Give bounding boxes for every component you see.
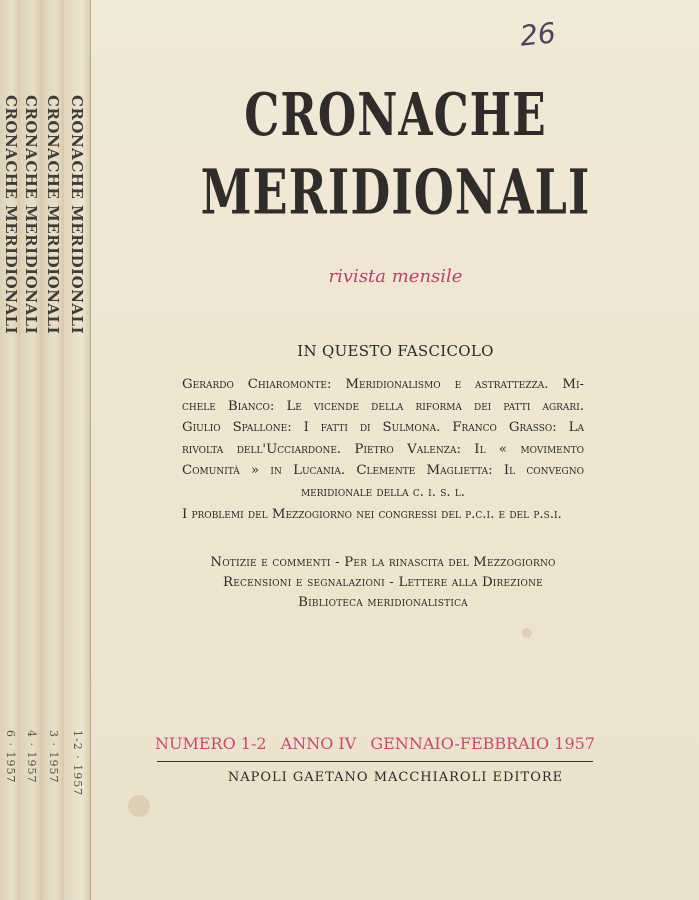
contents-line: Gerardo Chiaromonte: Meridionalismo e astrattezza. Mi- (182, 377, 584, 392)
contents-line: chele Bianco: Le vicende della riforma dei patti agrari. (182, 398, 584, 414)
publisher: NAPOLI GAETANO MACCHIAROLI EDITORE (227, 770, 564, 785)
spine-number: 3 · 1957 (47, 730, 60, 784)
spine-issue-6 (0, 0, 21, 900)
section-heading: IN QUESTO FASCICOLO (297, 342, 494, 360)
contents-problemi: I problemi del Mezzogiorno nei congressi del p.c.i. e del p.s.i. (182, 507, 562, 522)
spine-number: 1-2 · 1957 (71, 730, 84, 797)
table-of-contents (182, 374, 584, 503)
spine-title: CRONACHE MERIDIONALI (68, 95, 86, 335)
paper-stain (128, 795, 150, 817)
masthead-line-2: MERIDIONALI (200, 155, 591, 229)
spine-number: 6 · 1957 (4, 730, 17, 784)
spine-title: CRONACHE MERIDIONALI (22, 95, 40, 335)
masthead-line-1: CRONACHE (244, 81, 547, 150)
spine-issue-4 (20, 0, 43, 900)
contents-line: Comunità » in Lucania. Clemente Maglietta: Il convegno (182, 463, 584, 478)
spine-number: 4 · 1957 (25, 730, 38, 784)
subtitle: rivista mensile (328, 266, 463, 287)
paper-stain (522, 628, 532, 638)
issue-date: GENNAIO-FEBBRAIO 1957 (370, 734, 595, 753)
regular-sections (182, 553, 584, 613)
stacked-issue-spines (0, 0, 92, 900)
rubric-line: Recensioni e segnalazioni - Lettere alla Direzione (223, 575, 543, 590)
spine-title: CRONACHE MERIDIONALI (2, 95, 20, 335)
spine-issue-1-2 (64, 0, 91, 900)
issue-info (155, 734, 595, 753)
spine-title: CRONACHE MERIDIONALI (44, 95, 62, 335)
contents-line: meridionale della c. i. s. l. (300, 484, 466, 500)
handwritten-note: 26 (518, 16, 558, 53)
rubric-line: Biblioteca meridionalistica (298, 595, 468, 610)
issue-year: ANNO IV (280, 734, 357, 753)
contents-line: rivolta dell'Ucciardone. Pietro Valenza: Il « movimento (182, 441, 584, 457)
divider-rule (157, 761, 593, 762)
spine-issue-3 (42, 0, 65, 900)
rubric-line: Notizie e commenti - Per la rinascita del Mezzogiorno (210, 555, 556, 570)
issue-number: NUMERO 1-2 (155, 734, 267, 753)
contents-line: Giulio Spallone: I fatti di Sulmona. Franco Grasso: La (182, 420, 584, 435)
